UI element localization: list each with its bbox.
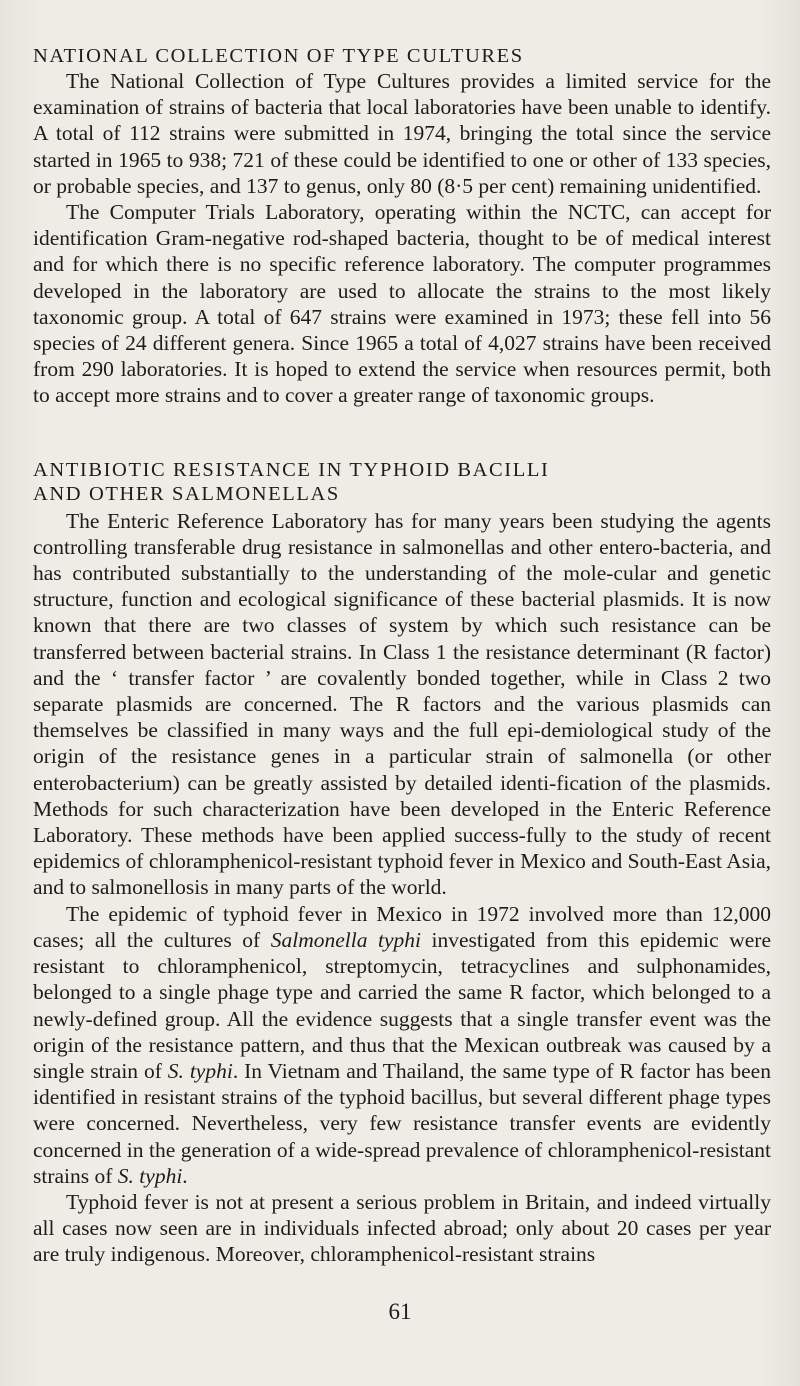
section-nctc bbox=[33, 44, 771, 409]
page-number: 61 bbox=[388, 1299, 412, 1324]
section-heading-antibiotic-line-2: AND OTHER SALMONELLAS bbox=[33, 482, 340, 505]
paragraph-typhoid-britain: Typhoid fever is not at present a serious problem in Britain, and indeed virtually all cases now seen are in individuals infected abroad; only about 20 cases per year are truly indigenous. Moreover, chloramphenicol-resistant strains bbox=[33, 1189, 771, 1267]
text-span: The epidemic of typhoid fever in Mexico in 1972 involved more than 12,000 cases; all the cultures of bbox=[33, 901, 771, 952]
paragraph-enteric-reference: The Enteric Reference Laboratory has for many years been studying the agents controlling transferable drug resistance in salmonellas and other entero-bacteria, and has contributed substantially to the understanding of the mole-cular and genetic structure, function and ecological significance of these bacterial plasmids. It is now known that there are two classes of system by which such resistance can be transferred between bacterial strains. In Class 1 the resistance determinant (R factor) and the ‘ transfer factor ’ are covalently bonded together, while in Class 2 two separate plasmids are concerned. The R factors and the various plasmids can themselves be classified in many ways and the full epi-demiological study of the origin of the resistance genes in a particular strain of salmonella (or other enterobacterium) can be greatly assisted by detailed identi-fication of the plasmids. Methods for such characterization have been developed in the Enteric Reference Laboratory. These methods have been applied success-fully to the study of recent epidemics of chloramphenicol-resistant typhoid fever in Mexico and South-East Asia, and to salmonellosis in many parts of the world. bbox=[33, 508, 771, 900]
section-antibiotic-resistance bbox=[33, 458, 771, 1268]
page-content bbox=[33, 44, 771, 1268]
text-span: investigated from this epidemic were resistant to chloramphenicol, streptomycin, tetracyclines and sulphonamides, belonged to a single phage type and carried the same R factor, which belonged to a newly-defined group. All the evidence suggests that a single transfer event was the origin of the resistance pattern, and thus that the Mexican outbreak was caused by a single strain of bbox=[33, 927, 771, 1083]
text-span: . bbox=[182, 1163, 188, 1188]
species-name: S. typhi bbox=[117, 1163, 183, 1188]
section-heading-nctc: NATIONAL COLLECTION OF TYPE CULTURES bbox=[33, 45, 524, 67]
paragraph-computer-trials: The Computer Trials Laboratory, operating within the NCTC, can accept for identification Gram-negative rod-shaped bacteria, thought to be of medical interest and for which there is no specific reference laboratory. The computer programmes developed in the laboratory are used to allocate the strains to the most likely taxonomic group. A total of 647 strains were examined in 1973; these fell into 56 species of 24 different genera. Since 1965 a total of 4,027 strains have been received from 290 laboratories. It is hoped to extend the service when resources permit, both to accept more strains and to cover a greater range of taxonomic groups. bbox=[33, 200, 771, 408]
paragraph-mexico-epidemic bbox=[33, 901, 771, 1189]
species-name: Salmonella typhi bbox=[270, 927, 421, 952]
species-name: S. typhi bbox=[167, 1058, 233, 1083]
paragraph-nctc-service: The National Collection of Type Cultures provides a limited service for the examination of strains of bacteria that local laboratories have been unable to identify. A total of 112 strains were submitted in 1974, bringing the total since the service started in 1965 to 938; 721 of these could be identified to one or other of 133 species, or probable species, and 137 to genus, only 80 (8·5 per cent) remaining unidentified. bbox=[33, 69, 771, 198]
text-span: . In Vietnam and Thailand, the same type of R factor has been identified in resistant strains of the typhoid bacillus, but several different phage types were concerned. Nevertheless, very few resistance transfer events are evidently concerned in the generation of a wide-spread prevalence of chloramphenicol-resistant strains of bbox=[33, 1058, 771, 1188]
section-heading-antibiotic-line-1: ANTIBIOTIC RESISTANCE IN TYPHOID BACILLI bbox=[33, 458, 550, 481]
